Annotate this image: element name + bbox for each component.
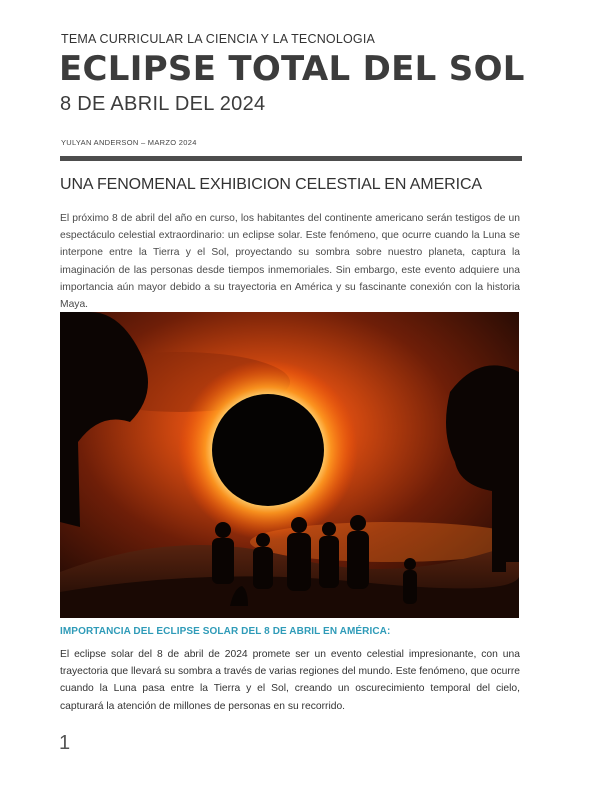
section-subheading: IMPORTANCIA DEL ECLIPSE SOLAR DEL 8 DE ABRIL EN AMÉRICA:	[60, 626, 391, 637]
body-paragraph: El eclipse solar del 8 de abril de 2024 promete ser un evento celestial impresionante, con una trayectoria que llevará su sombra a través de varias regiones del mundo. Este fenómeno, que ocurre cuando la Luna pasa entre la Tierra y el Sol, creando un oscurecimiento temporal del cielo, capturará la atención de millones de personas en su recorrido.	[60, 649, 520, 712]
page-number: 1	[59, 732, 71, 754]
event-date: 8 DE ABRIL DEL 2024	[60, 93, 266, 115]
section-heading: UNA FENOMENAL EXHIBICION CELESTIAL EN AMERICA	[60, 176, 482, 193]
moon-disc	[212, 394, 324, 506]
header-divider	[60, 156, 522, 161]
page-title: ECLIPSE TOTAL DEL SOL	[59, 49, 525, 89]
intro-paragraph: El próximo 8 de abril del año en curso, los habitantes del continente americano serán testigos de un espectáculo celestial extraordinario: un eclipse solar. Este fenómeno, que ocurre cuando la Luna se interpone entre la Tierra y el Sol, proyectando su sombra sobre nuestro planeta, captura la imaginación de las personas desde tiempos inmemoriales. Sin embargo, este evento adquiere una importancia aún mayor debido a su trayectoria en América y su fascinante conexión con la historia Maya.	[60, 213, 520, 311]
eyebrow-label: TEMA CURRICULAR LA CIENCIA Y LA TECNOLOGIA	[61, 32, 376, 46]
byline: YULYAN ANDERSON – MARZO 2024	[61, 138, 197, 147]
eclipse-photo	[60, 312, 519, 618]
